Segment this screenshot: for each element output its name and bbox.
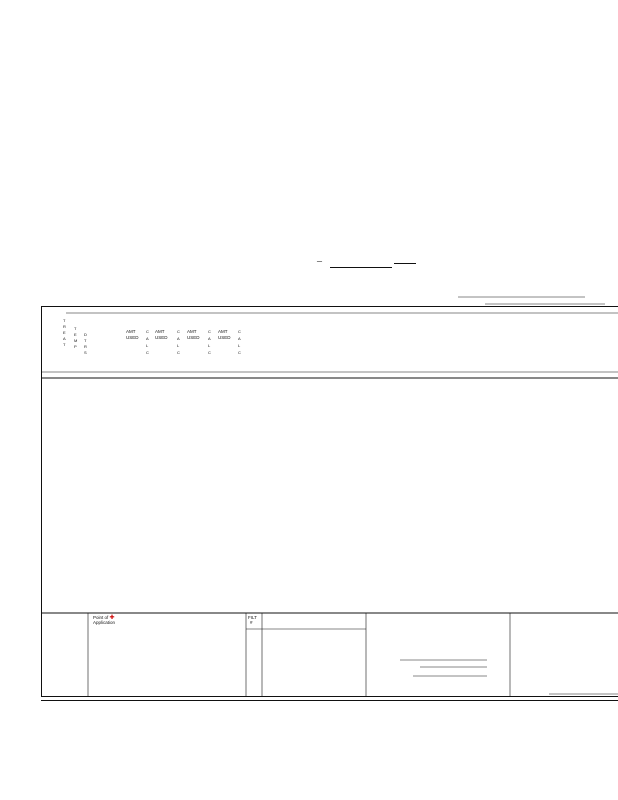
title-dash: – [317,256,325,267]
point-of-application: Point of ✚ [93,615,115,621]
svg-text:USED: USED [126,335,139,340]
svg-text:L: L [208,343,211,348]
svg-text:E: E [63,330,66,335]
svg-text:P: P [74,344,77,349]
svg-text:Application: Application [93,620,116,625]
svg-text:A: A [177,336,180,341]
svg-text:C: C [177,350,180,355]
col-amt-used-3: AMT [187,329,197,334]
svg-text:C: C [238,329,241,334]
svg-text:E: E [74,332,77,337]
svg-text:A: A [208,336,211,341]
svg-text:C: C [208,329,211,334]
filter-note [248,318,296,364]
svg-text:C: C [146,350,149,355]
filt-label: FILT [248,615,257,620]
col-amt-used-1: AMT [126,329,136,334]
svg-text:A: A [63,336,66,341]
col-amt-used-4: AMT [218,329,228,334]
svg-text:#: # [250,620,253,625]
svg-text:C: C [208,350,211,355]
svg-text:M: M [74,338,78,343]
svg-text:R: R [84,344,87,349]
svg-text:L: L [146,343,149,348]
svg-text:R: R [63,324,66,329]
svg-text:T: T [63,342,66,347]
svg-text:L: L [238,343,241,348]
svg-text:A: A [238,336,241,341]
col-amt-used-2: AMT [155,329,165,334]
svg-text:USED: USED [218,335,231,340]
svg-text:L: L [177,343,180,348]
svg-text:USED: USED [187,335,200,340]
svg-text:A: A [146,336,149,341]
svg-text:S: S [84,350,87,355]
svg-text:C: C [238,350,241,355]
page-bottom-rule [41,700,618,701]
svg-text:C: C [146,329,149,334]
col-dtrs: D [84,332,87,337]
svg-text:C: C [177,329,180,334]
col-temp: T [74,326,77,331]
svg-text:T: T [84,338,87,343]
col-treat: T [63,318,66,323]
svg-text:USED: USED [155,335,168,340]
